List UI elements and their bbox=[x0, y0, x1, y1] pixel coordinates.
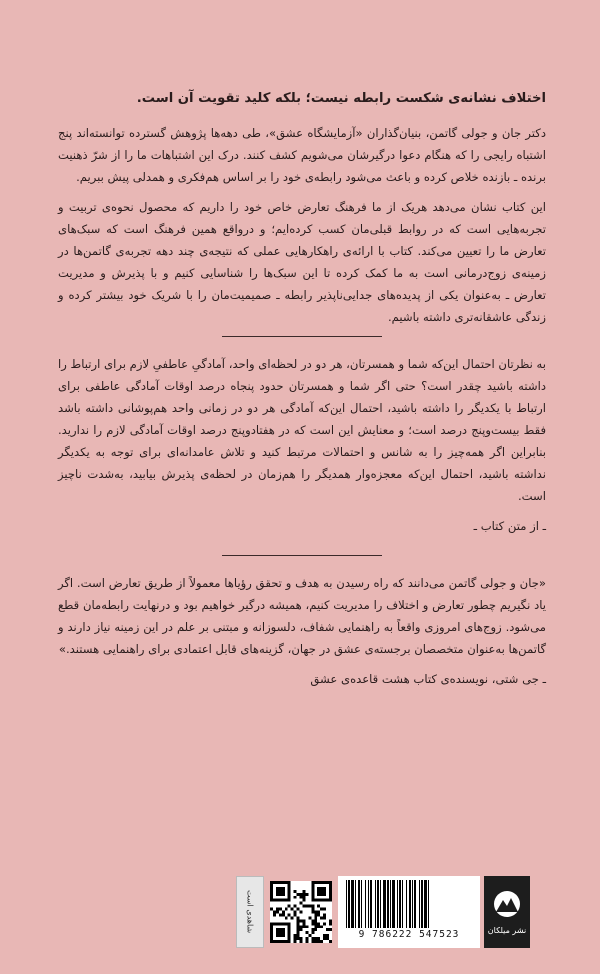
qr-code bbox=[270, 881, 332, 943]
blurb-content bbox=[58, 88, 546, 690]
headline: اختلاف نشانه‌ی شکست رابطه نیست؛ بلکه کلید تقویت آن است. bbox=[136, 91, 546, 106]
divider bbox=[222, 336, 382, 337]
excerpt-text: به نظرتان احتمال این‌که شما و همسرتان، هر دو در لحظه‌ای واحد، آمادگیِ عاطفیِ لازم برای ارتباط را داشته باشید چقدر است؟ حتی اگر شما و همسرتان حدود پنجاه درصد اوقات آمادگی عاطفی برای ارتباط با یکدیگر را داشته باشید، احتمال این‌که آمادگی هر دو در زمانی واحد هم‌پوشانی داشته باشد فقط بیست‌وپنج درصد است؛ و معنایش این است که در هفتادوپنج درصد اوقات آمادگی لازم را ندارید. بنابراین اگر همه‌چیز را به شانس و احتمالات مرتبط کنید و تلاش عامدانه‌ای برای توجه به یکدیگر نداشته باشید، احتمال این‌که معجزه‌وار همدیگر را هم‌زمان در لحظه‌ی پذیرش بیابید، به‌شدت ناچیز است. bbox=[58, 357, 546, 503]
description-paragraph: این کتاب نشان می‌دهد هریک از ما فرهنگ تعارض خاص خود را داریم که محصول نحوه‌ی تربیت و تجربه‌هایی است که در روابط قبلی‌مان کسب کرده‌ایم؛ و درواقع همین فرهنگ است که سبک‌های تعارض ما را تعیین می‌کند. کتاب با ارائه‌ی راهکارهایی عملی که نتیجه‌ی چند دهه تجربه‌ی گاتمن‌ها در زمینه‌ی زوج‌درمانی است به ما کمک کرده تا این سبک‌ها را شناسایی کنیم و با پذیرش و مدیریت تعارض ـ به‌عنوان یکی از پدیده‌های جدایی‌ناپذیر رابطه ـ صمیمیت‌مان را با شریک خود بیشتر کرده و زندگی عاشقانه‌تری داشته باشیم. bbox=[58, 200, 546, 324]
intro-paragraph: دکتر جان و جولی گاتمن، بنیان‌گذاران «آزمایشگاه عشق»، طی دهه‌ها پژوهش گسترده توانسته‌اند پنج اشتباه رایجی را که هنگام دعوا درگیرشان می‌شویم کشف کنند. درک این اشتباهات ما را از شرّ ذهنیت برنده ـ بازنده خلاص کرده و باعث می‌شود رابطه‌ی خود را بر اساس هم‌فکری و همدلی پیش ببریم. bbox=[58, 126, 546, 184]
side-label-text: شاهدی است bbox=[245, 890, 255, 934]
mountain-logo-icon bbox=[492, 890, 522, 924]
excerpt-source: ـ از متن کتاب ـ bbox=[473, 519, 546, 533]
isbn-number: 9 786222 547523 bbox=[358, 929, 460, 940]
divider bbox=[222, 555, 382, 556]
barcode-bars bbox=[344, 880, 474, 928]
quote-attribution: ـ جی شتی، نویسنده‌ی کتاب هشت قاعده‌ی عشق bbox=[310, 672, 546, 686]
quote-text: «جان و جولی گاتمن می‌دانند که راه رسیدن به هدف و تحقق رؤیاها معمولاً از طریق تعارض است. اگر یاد نگیریم چطور تعارض و اختلاف را مدیریت کنیم، همیشه درگیر خواهیم بود و درنهایت رابطه‌مان قطع می‌شود. زوج‌های امروزی واقعاً به راهنمایی شفاف، دلسوزانه و مبتنی بر علم در این زمینه نیاز دارند و گاتمن‌ها به‌عنوان متخصصان برجسته‌ی عشق در جهان، گزینه‌های قابل اعتمادی برای راهنمایی هستند.» bbox=[58, 576, 546, 656]
publisher-logo bbox=[484, 876, 530, 948]
publisher-info bbox=[236, 876, 530, 948]
side-label bbox=[236, 876, 264, 948]
barcode bbox=[338, 876, 480, 948]
publisher-name: نشر میلکان bbox=[487, 925, 527, 935]
